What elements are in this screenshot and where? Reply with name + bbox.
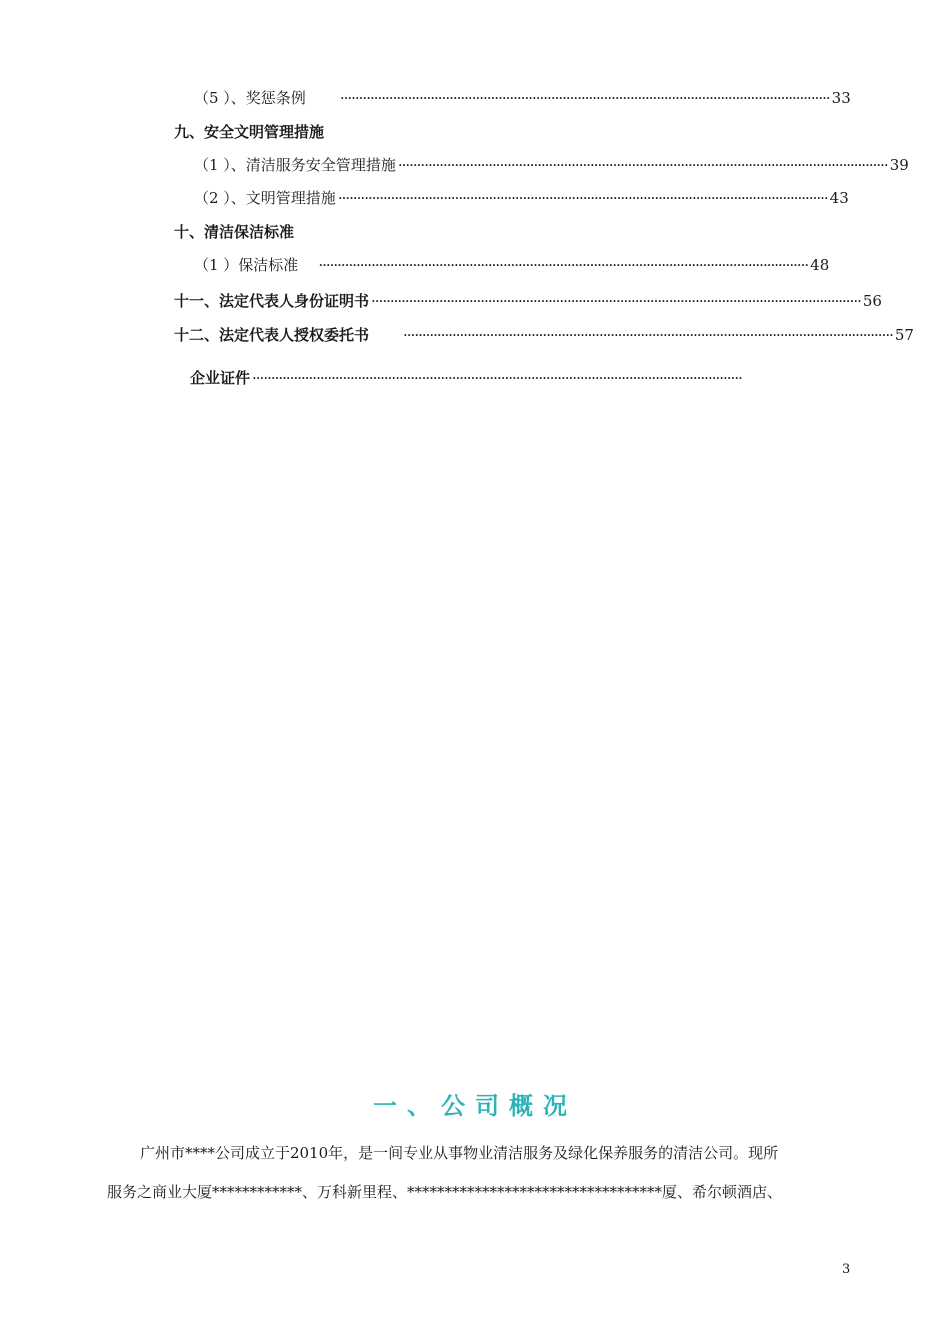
toc-entry-civility-measures[interactable] (194, 188, 849, 208)
toc-entry-page: 48 (810, 256, 830, 274)
toc-entry-label: 十二、法定代表人授权委托书 (174, 326, 370, 344)
toc-leader-dots: ·································································································································· (318, 256, 809, 274)
toc-leader-dots: ·································································································································· (339, 89, 830, 107)
toc-entry-enterprise-certificates[interactable] (190, 368, 762, 388)
toc-entry-legal-rep-authorization[interactable] (174, 325, 914, 345)
toc-entry-label: （1 ）保洁标准 (194, 256, 299, 274)
toc-entry-page: 33 (831, 89, 851, 107)
toc-entry-page: 57 (894, 326, 914, 344)
toc-heading-safety[interactable] (174, 122, 324, 142)
toc-entry-safety-measures[interactable] (194, 155, 909, 175)
page-number: 3 (842, 1262, 851, 1277)
toc-entry-label: （2 ）、文明管理措施 (194, 189, 336, 207)
toc-entry-page: 39 (889, 156, 909, 174)
toc-heading-label: 九、安全文明管理措施 (174, 123, 325, 141)
toc-entry-rewards-rules[interactable] (194, 88, 851, 108)
toc-leader-dots: ·································································································································· (403, 326, 893, 344)
toc-entry-label: 十一、法定代表人身份证明书 (174, 292, 370, 310)
toc-entry-page: 43 (829, 189, 849, 207)
toc-leader-dots: ·································································································································· (252, 369, 742, 387)
section-title: 一、公司概况 (373, 1092, 577, 1120)
paragraph-line-1: 广州市****公司成立于2010年，是一间专业从事物业清洁服务及绿化保养服务的清洁公司。现所 (140, 1144, 779, 1162)
toc-leader-dots: ·································································································································· (397, 156, 888, 174)
toc-entry-label: （5 ）、奖惩条例 (194, 89, 306, 107)
paragraph-line-2: 服务之商业大厦************、万科新里程、**********************************厦、希尔顿酒店、 (107, 1183, 783, 1201)
toc-entry-legal-rep-id[interactable] (174, 291, 882, 311)
toc-entry-label: （1 ）、清洁服务安全管理措施 (194, 156, 396, 174)
toc-heading-label: 十、清洁保洁标准 (174, 223, 295, 241)
toc-heading-cleaning-standards[interactable] (174, 222, 294, 242)
toc-entry-label: 企业证件 (190, 369, 251, 387)
toc-leader-dots: ·································································································································· (371, 292, 861, 310)
toc-entry-cleaning-standard[interactable] (194, 255, 830, 275)
toc-leader-dots: ·································································································································· (337, 189, 828, 207)
toc-entry-page: 56 (862, 292, 882, 310)
